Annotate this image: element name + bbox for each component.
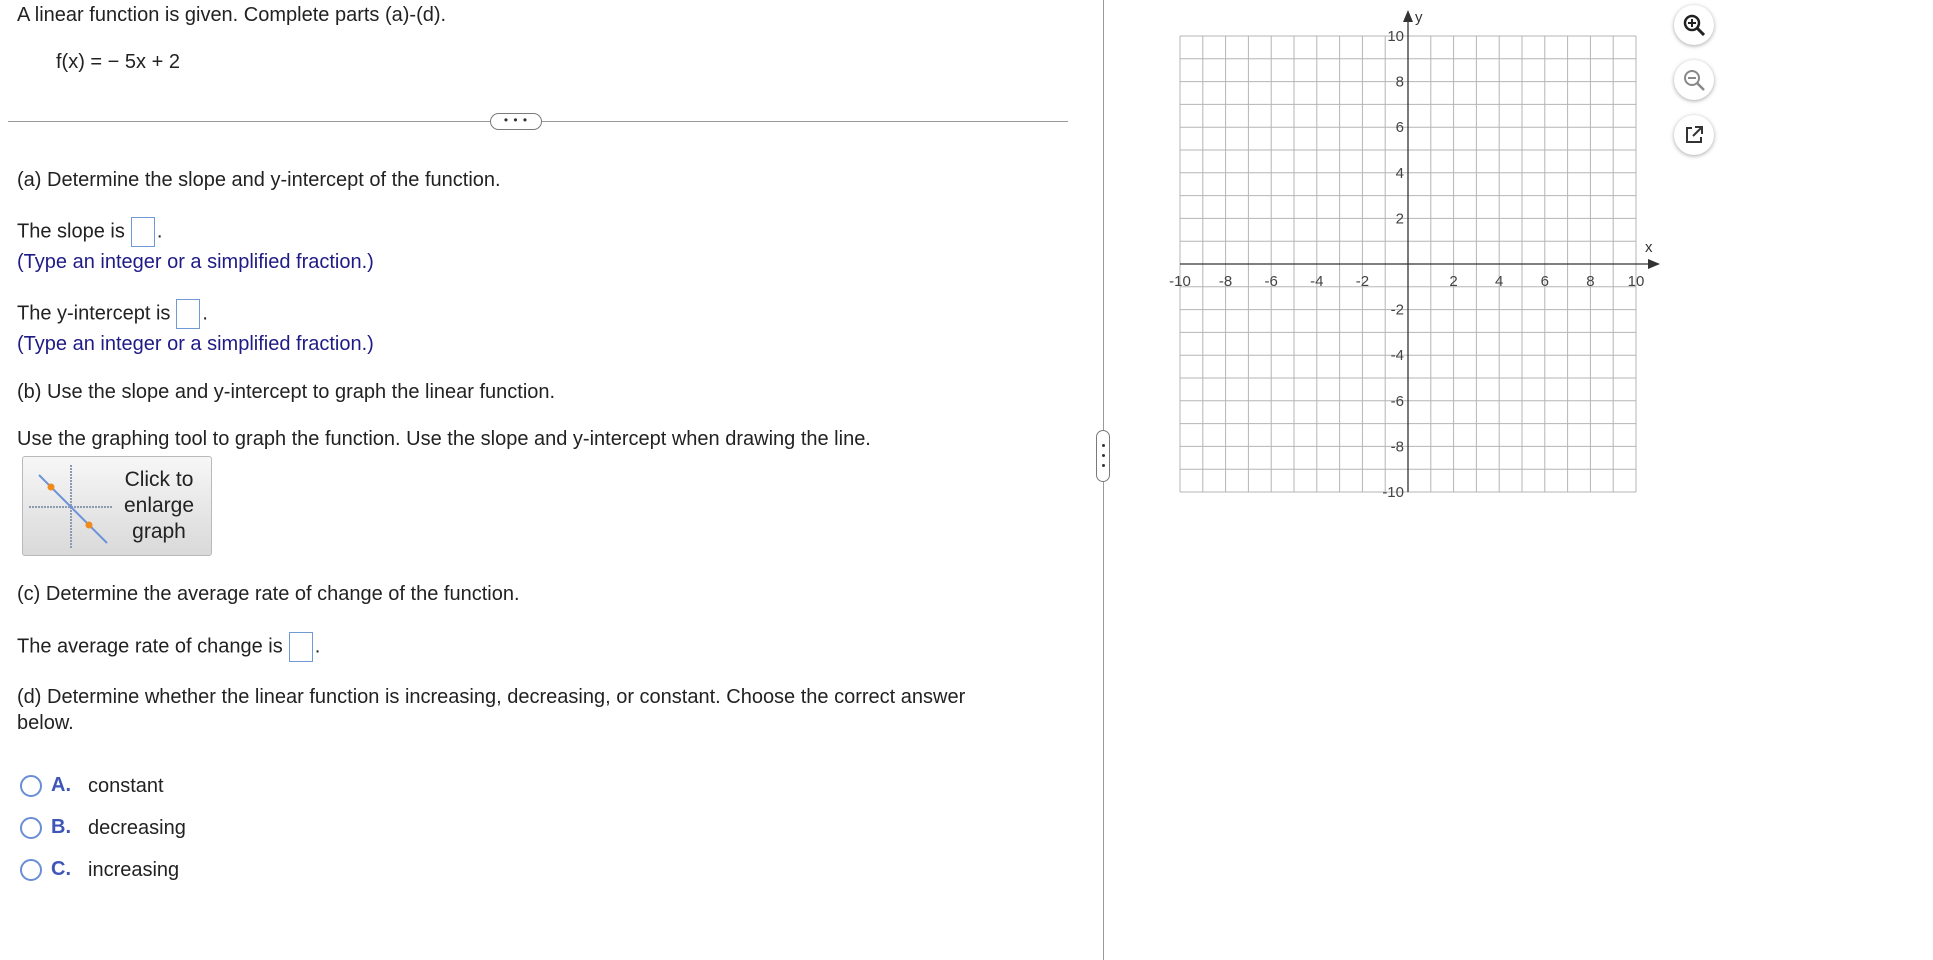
intercept-input[interactable] bbox=[176, 299, 200, 329]
x-tick-label: 8 bbox=[1586, 273, 1595, 290]
axes bbox=[1180, 10, 1660, 492]
coordinate-graph[interactable] bbox=[1160, 0, 1680, 520]
external-link-icon bbox=[1683, 124, 1705, 146]
function-formula: f(x) = − 5x + 2 bbox=[56, 51, 180, 73]
slope-input[interactable] bbox=[131, 217, 155, 247]
intercept-row bbox=[17, 299, 208, 329]
part-c-heading: (c) Determine the average rate of change of the function. bbox=[17, 583, 520, 605]
x-tick-label: 4 bbox=[1495, 273, 1504, 290]
pane-resize-handle[interactable] bbox=[1096, 430, 1110, 482]
x-tick-label: -8 bbox=[1218, 273, 1233, 290]
slope-label: The slope is bbox=[17, 220, 125, 243]
option-c-text: increasing bbox=[88, 859, 180, 881]
y-tick-label: -4 bbox=[1390, 347, 1404, 365]
x-tick-label: 6 bbox=[1540, 273, 1549, 290]
enlarge-graph-button[interactable] bbox=[22, 456, 212, 556]
y-tick-label: 10 bbox=[1387, 28, 1404, 45]
option-a-letter: A. bbox=[51, 774, 71, 796]
y-tick-label: 8 bbox=[1395, 73, 1404, 91]
x-axis-arrow bbox=[1648, 259, 1660, 269]
rate-row bbox=[17, 632, 320, 662]
radio-option-c[interactable] bbox=[20, 859, 42, 881]
x-tick-label: -10 bbox=[1169, 273, 1191, 290]
y-tick-label: -8 bbox=[1390, 438, 1404, 456]
y-tick-label: -6 bbox=[1390, 392, 1404, 410]
intercept-label: The y-intercept is bbox=[17, 302, 171, 325]
x-tick-label: -6 bbox=[1264, 273, 1278, 290]
option-b-text: decreasing bbox=[88, 817, 186, 839]
option-c-letter: C. bbox=[51, 858, 71, 880]
y-tick-label: 6 bbox=[1395, 119, 1404, 137]
y-axis-arrow bbox=[1403, 10, 1413, 22]
y-tick-label: 4 bbox=[1395, 164, 1404, 182]
x-tick-label: -2 bbox=[1355, 273, 1370, 290]
x-tick-label: 10 bbox=[1627, 273, 1645, 290]
popout-button[interactable] bbox=[1674, 115, 1714, 155]
radio-option-a[interactable] bbox=[20, 775, 42, 797]
y-tick-label: 2 bbox=[1395, 210, 1404, 228]
part-d-heading-line1: (d) Determine whether the linear function is increasing, decreasing, or constant. Choose the correct answer bbox=[17, 686, 966, 708]
option-a-text: constant bbox=[88, 775, 164, 797]
part-b-instruction: Use the graphing tool to graph the function. Use the slope and y-intercept when drawing the line. bbox=[17, 428, 871, 450]
slope-row bbox=[17, 217, 162, 247]
zoom-out-icon bbox=[1683, 69, 1705, 91]
intercept-hint: (Type an integer or a simplified fraction.) bbox=[17, 333, 374, 355]
graph-thumbnail-icon bbox=[29, 465, 113, 549]
x-axis-label: x bbox=[1645, 239, 1653, 256]
expand-button[interactable]: • • • bbox=[490, 113, 542, 130]
slope-hint: (Type an integer or a simplified fraction.) bbox=[17, 251, 374, 273]
y-axis-label: y bbox=[1415, 9, 1423, 26]
period: . bbox=[202, 302, 208, 325]
y-tick-label: -2 bbox=[1390, 301, 1404, 319]
zoom-in-button[interactable] bbox=[1674, 5, 1714, 45]
zoom-in-icon bbox=[1683, 14, 1705, 36]
part-a-heading: (a) Determine the slope and y-intercept of the function. bbox=[17, 169, 501, 191]
period: . bbox=[156, 220, 163, 243]
rate-label: The average rate of change is bbox=[17, 635, 283, 658]
x-tick-label: 2 bbox=[1449, 273, 1458, 290]
y-tick-label: -10 bbox=[1382, 484, 1404, 501]
enlarge-graph-label: Click to enlarge graph bbox=[123, 468, 195, 543]
radio-option-b[interactable] bbox=[20, 817, 42, 839]
zoom-out-button[interactable] bbox=[1674, 60, 1714, 100]
rate-input[interactable] bbox=[289, 632, 313, 662]
problem-intro: A linear function is given. Complete parts (a)-(d). bbox=[17, 4, 447, 26]
period: . bbox=[314, 635, 321, 658]
part-d-heading-line2: below. bbox=[17, 712, 74, 734]
option-b-letter: B. bbox=[51, 816, 71, 838]
part-b-heading: (b) Use the slope and y-intercept to graph the linear function. bbox=[17, 381, 556, 403]
x-tick-label: -4 bbox=[1310, 273, 1324, 290]
